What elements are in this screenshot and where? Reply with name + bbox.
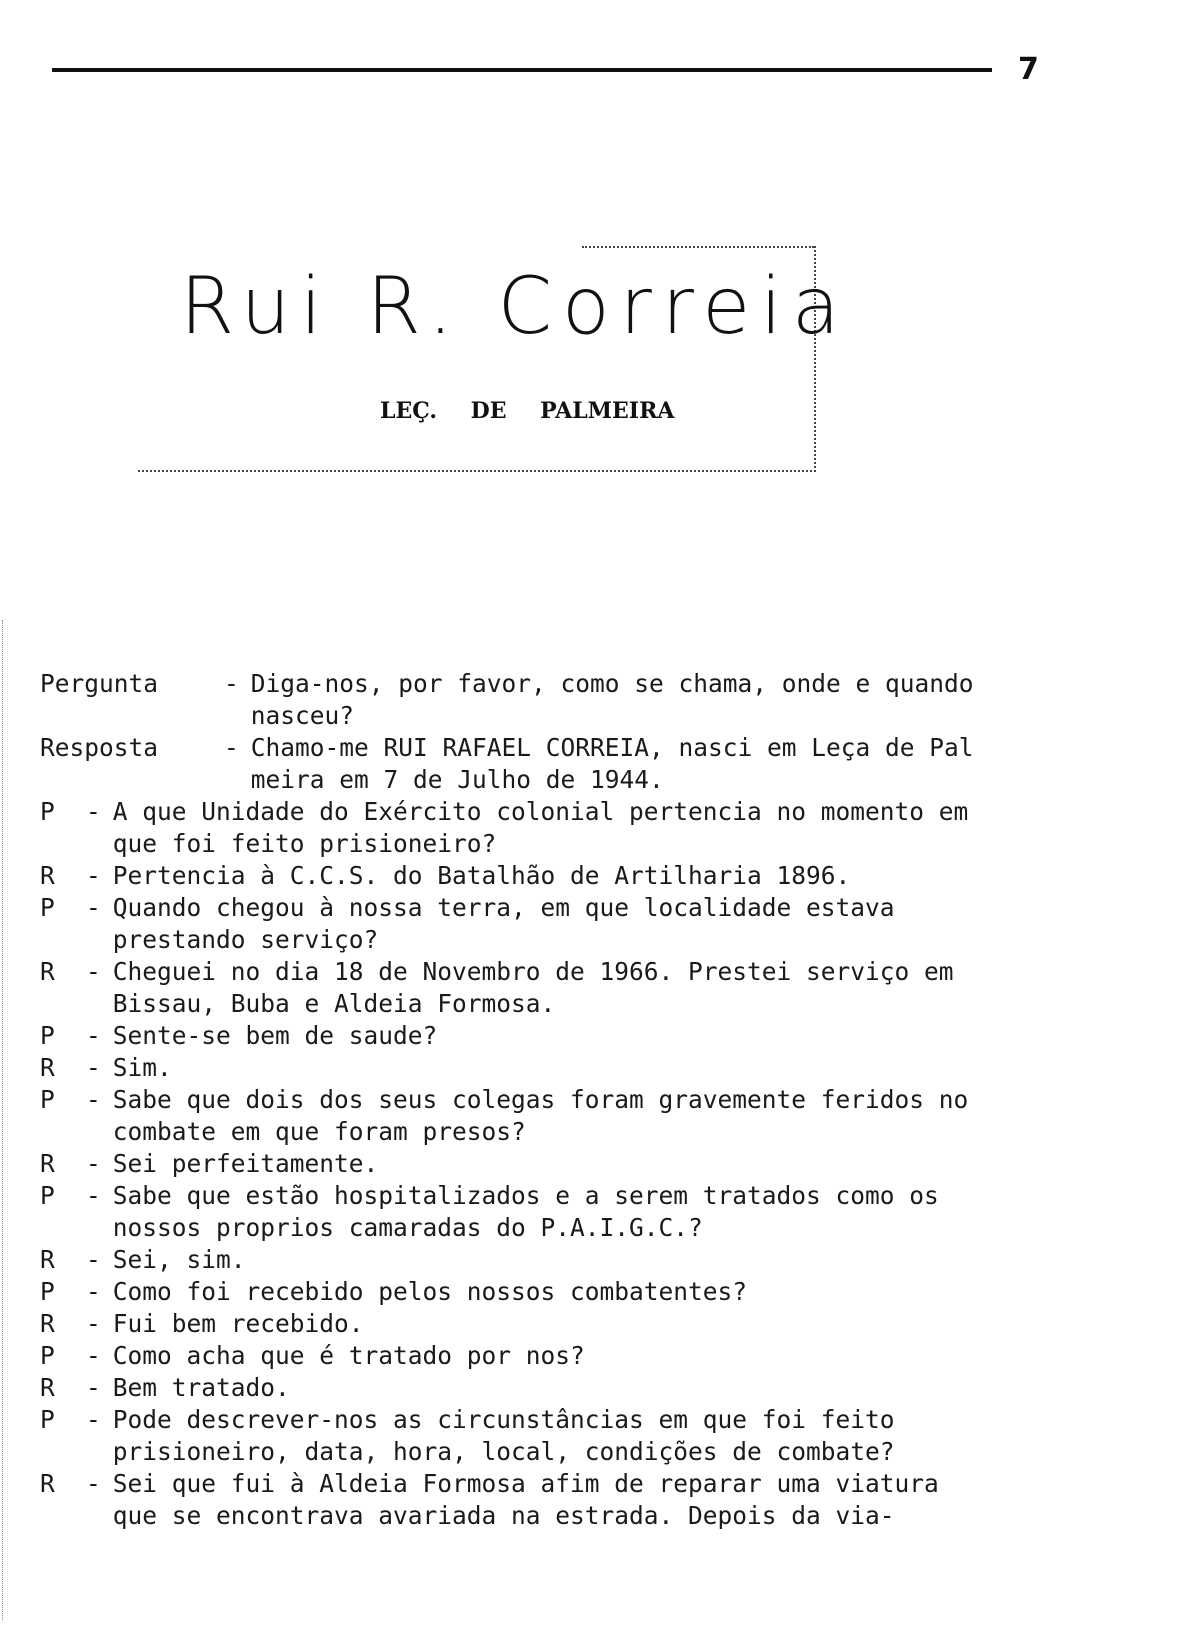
interview-entry	[40, 860, 1040, 892]
speaker-label: R	[40, 861, 55, 890]
dash: -	[86, 1021, 101, 1050]
speaker-label: R	[40, 1245, 55, 1274]
interview-entry	[40, 1372, 1040, 1404]
dash: -	[86, 1373, 101, 1402]
entry-text: Pertencia à C.C.S. do Batalhão de Artilharia 1896.	[112, 861, 851, 890]
entry-text: Sabe que dois dos seus colegas foram gravemente feridos no combate em que foram presos?	[112, 1085, 969, 1146]
interview-entry	[40, 1404, 1040, 1468]
dash: -	[86, 1245, 101, 1274]
interview-transcript	[40, 668, 1040, 1532]
speaker-label: Pergunta	[40, 669, 159, 698]
entry-text: Cheguei no dia 18 de Novembro de 1966. Prestei serviço em Bissau, Buba e Aldeia Formosa.	[112, 957, 954, 1018]
dash: -	[86, 1149, 101, 1178]
entry-text: Bem tratado.	[112, 1373, 290, 1402]
speaker-label: P	[40, 1021, 55, 1050]
entry-text: Sei, sim.	[112, 1245, 246, 1274]
speaker-label: R	[40, 1053, 55, 1082]
interviewee-place: LEÇ. DE PALMEIRA	[380, 398, 675, 424]
dash: -	[86, 1405, 101, 1434]
interview-entry	[40, 956, 1040, 1020]
speaker-label: R	[40, 957, 55, 986]
dash: -	[86, 1277, 101, 1306]
entry-text: Sei perfeitamente.	[112, 1149, 379, 1178]
speaker-label: R	[40, 1373, 55, 1402]
speaker-label: Resposta	[40, 733, 159, 762]
interview-entry	[40, 1340, 1040, 1372]
entry-text: Fui bem recebido.	[112, 1309, 364, 1338]
entry-text: Como foi recebido pelos nossos combatentes?	[112, 1277, 748, 1306]
speaker-label: P	[40, 1277, 55, 1306]
speaker-label: P	[40, 1405, 55, 1434]
speaker-label: P	[40, 1181, 55, 1210]
speaker-label: R	[40, 1149, 55, 1178]
entry-text: Sei que fui à Aldeia Formosa afim de reparar uma viatura que se encontrava avariada na estrada. Depois da via-	[112, 1469, 939, 1530]
dash: -	[86, 893, 101, 922]
interview-entry	[40, 1084, 1040, 1148]
entry-text: Diga-nos, por favor, como se chama, onde e quando nasceu?	[250, 669, 974, 730]
dash: -	[86, 1469, 101, 1498]
entry-text: Sabe que estão hospitalizados e a serem tratados como os nossos proprios camaradas do P.A.I.G.C.?	[112, 1181, 939, 1242]
dash: -	[86, 1085, 101, 1114]
entry-text: Quando chegou à nossa terra, em que localidade estava prestando serviço?	[112, 893, 895, 954]
margin-line	[2, 620, 3, 1620]
dash: -	[224, 669, 239, 698]
speaker-label: R	[40, 1469, 55, 1498]
dash: -	[86, 957, 101, 986]
entry-text: Chamo-me RUI RAFAEL CORREIA, nasci em Leça de Pal meira em 7 de Julho de 1944.	[250, 733, 974, 794]
speaker-label: P	[40, 1341, 55, 1370]
dash: -	[86, 797, 101, 826]
interview-entry	[40, 1052, 1040, 1084]
interview-entry	[40, 796, 1040, 860]
interview-entry	[40, 1308, 1040, 1340]
page-number: 7	[1018, 52, 1039, 87]
interview-entry	[40, 1468, 1040, 1532]
interviewee-name: Rui R. Correia	[180, 262, 850, 352]
interview-entry	[40, 892, 1040, 956]
entry-text: A que Unidade do Exército colonial pertencia no momento em que foi feito prisioneiro?	[112, 797, 969, 858]
top-rule	[52, 68, 992, 72]
dash: -	[86, 1053, 101, 1082]
interview-entry	[40, 1244, 1040, 1276]
entry-text: Como acha que é tratado por nos?	[112, 1341, 585, 1370]
interview-entry	[40, 1148, 1040, 1180]
interview-entry	[40, 1180, 1040, 1244]
dash: -	[86, 1341, 101, 1370]
interview-entry	[40, 668, 1040, 732]
interview-entry	[40, 732, 1040, 796]
dash: -	[86, 861, 101, 890]
entry-text: Sente-se bem de saude?	[112, 1021, 438, 1050]
speaker-label: R	[40, 1309, 55, 1338]
speaker-label: P	[40, 893, 55, 922]
speaker-label: P	[40, 797, 55, 826]
dash: -	[86, 1181, 101, 1210]
entry-text: Sim.	[112, 1053, 172, 1082]
entry-text: Pode descrever-nos as circunstâncias em que foi feito prisioneiro, data, hora, local, condições de combate?	[112, 1405, 895, 1466]
speaker-label: P	[40, 1085, 55, 1114]
dash: -	[224, 733, 239, 762]
interview-entry	[40, 1020, 1040, 1052]
dash: -	[86, 1309, 101, 1338]
interview-entry	[40, 1276, 1040, 1308]
